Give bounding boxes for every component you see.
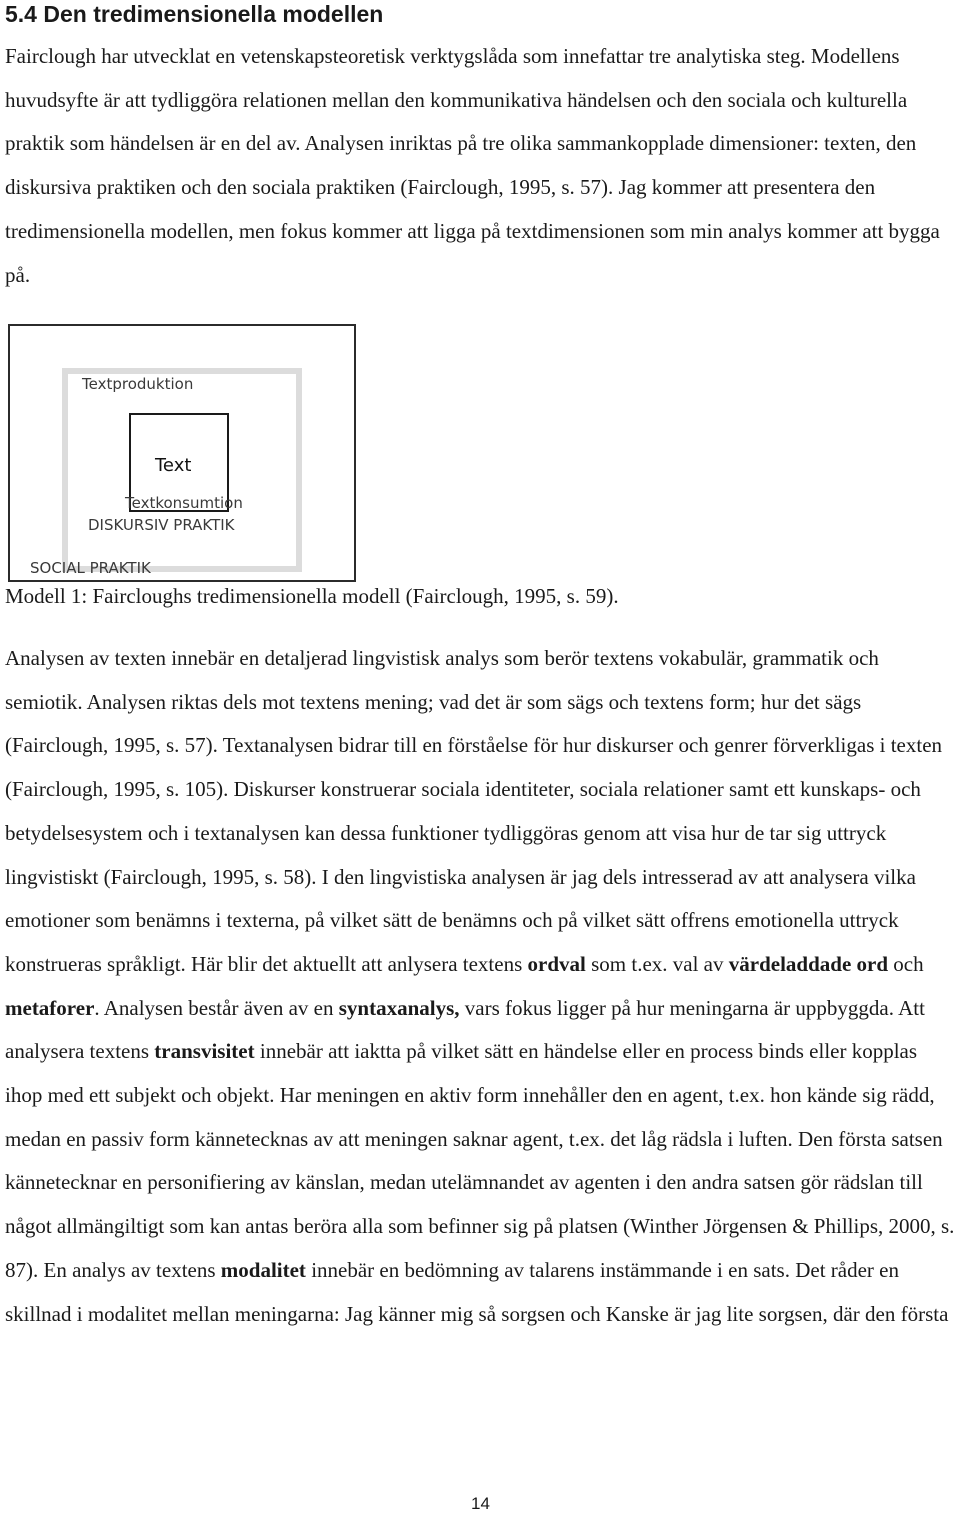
term-metaforer: metaforer <box>5 995 95 1020</box>
analysis-text-2: som t.ex. val av <box>591 951 724 976</box>
analysis-text-4: . Analysen består även av en <box>94 995 334 1020</box>
figure-caption: Modell 1: Faircloughs tredimensionella modell (Fairclough, 1995, s. 59). <box>5 584 619 608</box>
social-practice-label: SOCIAL PRAKTIK <box>30 559 151 577</box>
term-transvisitet: transvisitet <box>154 1039 255 1064</box>
term-ordval: ordval <box>527 951 586 976</box>
page-number: 14 <box>471 1494 490 1513</box>
analysis-text-5: vars fokus ligger på hur meningarna är uppbyggda. Att analysera textens <box>5 995 925 1064</box>
analysis-text-3: och <box>893 951 924 976</box>
section-heading: 5.4 Den tredimensionella modellen <box>5 1 384 27</box>
term-modalitet: modalitet <box>220 1257 306 1282</box>
text-consumption-label: Textkonsumtion <box>125 494 243 512</box>
intro-paragraph: Fairclough har utvecklat en vetenskapsteoretisk verktygslåda som innefattar tre analytiska steg. Modellens huvudsyfte är att tydliggöra relationen mellan den kommunikativa händelsen och den sociala och kulturella praktik som händelsen är en del av. Analysen inriktas på tre olika sammankopplade dimensioner: texten, den diskursiva praktiken och den sociala praktiken (Fairclough, 1995, s. 57). Jag kommer att presentera den tredimensionella modellen, men fokus kommer att ligga på textdimensionen som min analys kommer att bygga på. <box>5 44 940 287</box>
text-production-label: Textproduktion <box>82 375 194 393</box>
term-syntaxanalys: syntaxanalys, <box>338 995 460 1020</box>
discursive-practice-label: DISKURSIV PRAKTIK <box>88 516 235 534</box>
analysis-paragraph <box>5 637 957 1336</box>
three-dimensional-model-figure <box>8 324 356 582</box>
analysis-text-1: Analysen av texten innebär en detaljerad lingvistisk analys som berör textens vokabulär, grammatik och semiotik. Analysen riktas dels mot textens mening; vad det är som sägs och textens form; hur det sägs (Fairclough, 1995, s. 57). Textanalysen bidrar till en förståelse för hur diskurser och genrer förverkligas i texten (Fairclough, 1995, s. 105). Diskurser konstruerar sociala identiteter, sociala relationer samt ett kunskaps- och betydelsesystem och i textanalysen kan dessa funktioner tydliggöras genom att visa hur de tar sig uttryck lingvistiskt (Fairclough, 1995, s. 58). I den lingvistiska analysen är jag dels intresserad av att analysera vilka emotioner som benämns i texterna, på vilket sätt de benämns och på vilket sätt offrens emotionella uttryck konstrueras språkligt. Här blir det aktuellt att anlysera textens <box>5 646 943 976</box>
analysis-text-6: innebär att iaktta på vilket sätt en händelse eller en process binds eller kopplas ihop med ett subjekt och objekt. Har meningen en aktiv form innehåller den en agent, t.ex. hon kände sig rädd, medan en passiv form kännetecknas av att meningen saknar agent, t.ex. det låg rädsla i luften. Den första satsen kännetecknar en personifiering av känslan, medan utelämnandet av agenten i den andra satsen gör rädslan till något allmängiltigt som kan antas beröra alla som befinner sig på platsen (Winther Jörgensen & Phillips, 2000, s. 87). En analys av textens <box>5 1039 955 1282</box>
term-vardeladdade-ord: värdeladdade ord <box>728 951 889 976</box>
text-label: Text <box>155 455 192 476</box>
analysis-text-7: innebär en bedömning av talarens instämmande i en sats. Det råder en skillnad i modalitet mellan meningarna: Jag känner mig så sorgsen och Kanske är jag lite sorgsen, där den första <box>5 1257 949 1326</box>
